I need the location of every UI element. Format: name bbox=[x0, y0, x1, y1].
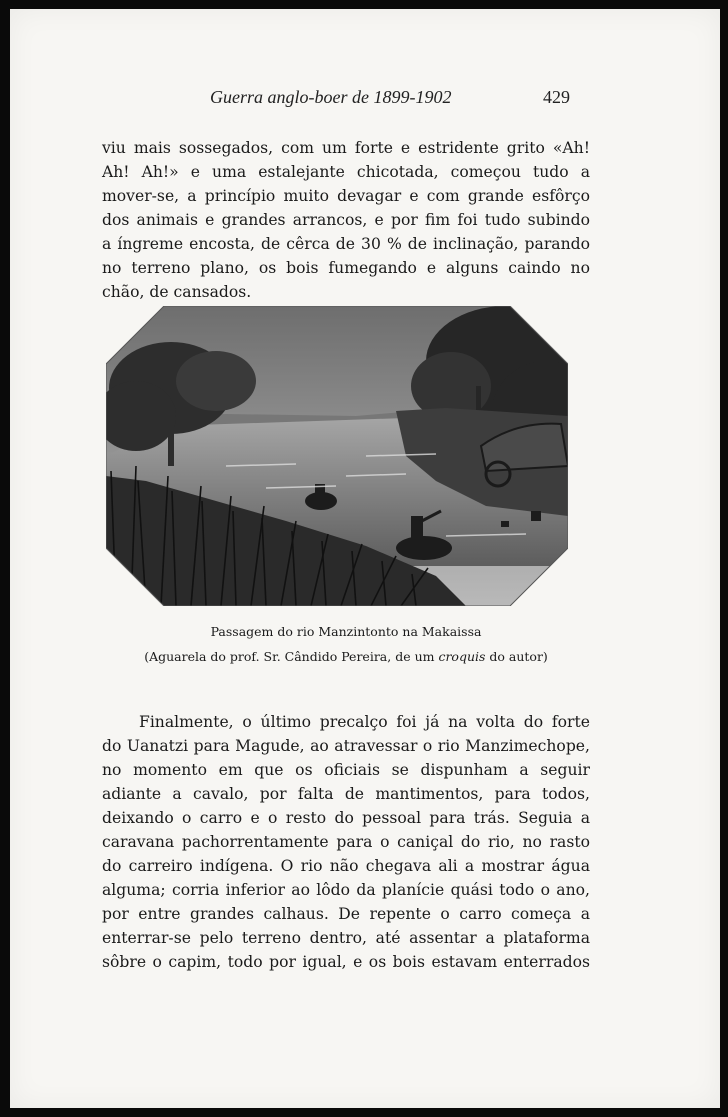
river-crossing-illustration bbox=[106, 306, 568, 606]
text-line: Finalmente, o último precalço foi já na volta do forte bbox=[139, 713, 590, 731]
text-line: sôbre o capim, todo por igual, e os bois estavam enterrados bbox=[102, 953, 590, 971]
text-line: alguma; corria inferior ao lôdo da planície quási todo o ano, bbox=[102, 881, 590, 899]
text-line: viu mais sossegados, com um forte e estridente grito «Ah! bbox=[102, 139, 590, 157]
running-head bbox=[10, 87, 720, 113]
text-line: caravana pachorrentamente para o caniçal do rio, no rasto bbox=[102, 833, 590, 851]
text-line: no terreno plano, os bois fumegando e alguns caindo no bbox=[102, 259, 590, 277]
text-line: do carreiro indígena. O rio não chegava ali a mostrar água bbox=[102, 857, 590, 875]
book-page bbox=[10, 9, 720, 1108]
text-line: dos animais e grandes arrancos, e por fim foi tudo subindo bbox=[102, 211, 590, 229]
text-line: chão, de cansados. bbox=[102, 283, 252, 301]
running-title: Guerra anglo-boer de 1899-1902 bbox=[210, 87, 452, 107]
text-line: no momento em que os oficiais se dispunham a seguir bbox=[102, 761, 590, 779]
text-line: a íngreme encosta, de cêrca de 30 % de inclinação, parando bbox=[102, 235, 590, 253]
caption-credit-italic: croquis bbox=[438, 649, 486, 664]
text-line: por entre grandes calhaus. De repente o carro começa a bbox=[102, 905, 590, 923]
paragraph-2 bbox=[102, 710, 590, 974]
caption-credit-text: (Aguarela do prof. Sr. Cândido Pereira, de um bbox=[144, 649, 439, 664]
text-line: do Uanatzi para Magude, ao atravessar o rio Manzimechope, bbox=[102, 737, 590, 755]
text-line: enterrar-se pelo terreno dentro, até assentar a plataforma bbox=[102, 929, 590, 947]
caption-credit-text-end: do autor) bbox=[485, 649, 548, 664]
paragraph-1 bbox=[102, 136, 590, 304]
text-line: adiante a cavalo, por falta de mantimentos, para todos, bbox=[102, 785, 590, 803]
page-number: 429 bbox=[543, 87, 570, 107]
text-line: Ah! Ah!» e uma estalejante chicotada, começou tudo a bbox=[102, 163, 590, 181]
text-line: mover-se, a princípio muito devagar e com grande esfôrço bbox=[102, 187, 590, 205]
text-line: deixando o carro e o resto do pessoal para trás. Seguia a bbox=[102, 809, 590, 827]
figure-caption-credit bbox=[102, 649, 590, 664]
figure-caption-title: Passagem do rio Manzintonto na Makaissa bbox=[210, 624, 482, 639]
